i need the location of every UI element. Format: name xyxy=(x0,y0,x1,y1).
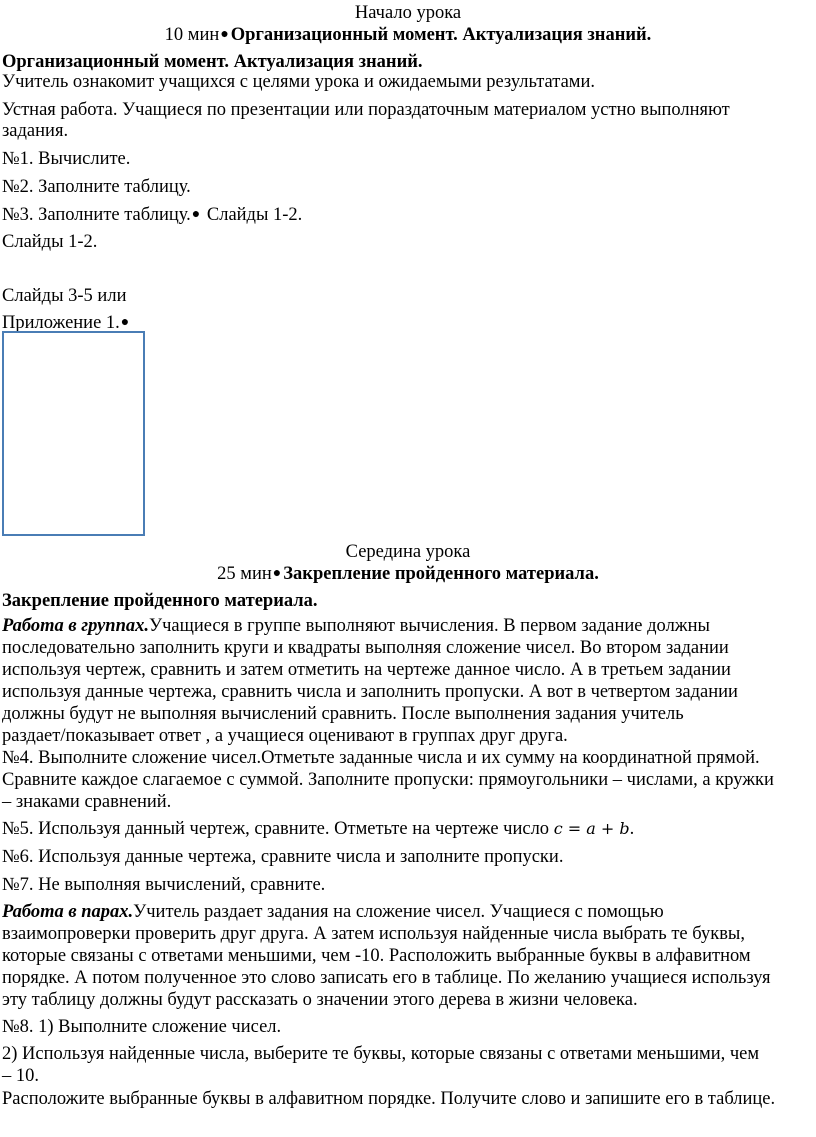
pair-work-line: порядке. А потом полученное это слово записать его в таблице. По желанию учащиеся используя xyxy=(2,968,771,988)
duration-middle: 25 мин xyxy=(217,564,272,584)
task-4-line: – знаками сравнений. xyxy=(2,792,172,812)
stage-line-start xyxy=(2,24,814,46)
stage-line-middle xyxy=(2,563,814,585)
stage-name-middle: Закрепление пройденного материала. xyxy=(283,564,599,584)
pair-work-line: эту таблицу должны будут рассказать о значении этого дерева в жизни человека. xyxy=(2,990,638,1010)
task-5-end: . xyxy=(629,819,635,839)
bullet-icon: ● xyxy=(272,566,282,581)
task-7: №7. Не выполняя вычислений, сравните. xyxy=(2,875,326,895)
pair-work-line: взаимопроверки проверить друг друга. А затем используя найденные числа выбрать те буквы, xyxy=(2,924,745,944)
task-1: №1. Вычислите. xyxy=(2,149,131,169)
duration-start: 10 мин xyxy=(164,25,220,45)
task-6: №6. Используя данные чертежа, сравните числа и заполните пропуски. xyxy=(2,847,564,867)
paragraph-goals: Учитель ознакомит учащихся с целями урока и ожидаемыми результатами. xyxy=(2,72,596,92)
group-work-line: должны будут не выполняя вычислений сравнить. После выполнения задания учитель xyxy=(2,704,684,724)
section-title-start: Начало урока xyxy=(354,3,462,23)
paragraph-oral-1: Устная работа. Учащиеся по презентации или пораздаточным материалом устно выполняют xyxy=(2,100,730,120)
bullet-icon: ● xyxy=(191,207,201,222)
task-4-line: №4. Выполните сложение чисел.Отметьте заданные числа и их сумму на координатной прямой. xyxy=(2,748,760,768)
task-3 xyxy=(2,204,302,226)
slides-3-5: Слайды 3-5 или xyxy=(2,286,127,306)
group-work-label: Работа в группах. xyxy=(2,616,149,636)
pair-work-line-1 xyxy=(2,901,664,923)
bullet-icon: ● xyxy=(220,27,229,42)
heading-middle: Закрепление пройденного материала. xyxy=(2,591,318,611)
group-work-line: последовательно заполнить круги и квадраты выполняя сложение чисел. Во втором задании xyxy=(2,638,729,658)
group-work-line-1 xyxy=(2,615,710,637)
group-work-line: используя данные чертежа, сравнить числа и заполнить пропуски. А вот в четвертом задании xyxy=(2,682,738,702)
image-placeholder-frame xyxy=(2,331,145,536)
task-8-2-line-2: – 10. xyxy=(2,1066,39,1086)
group-work-line: раздает/показывает ответ , а учащиеся оценивают в группах друг друга. xyxy=(2,726,568,746)
task-8-2-line-1: 2) Используя найденные числа, выберите те буквы, которые связаны с ответами меньшими, чем xyxy=(2,1044,760,1064)
task-2: №2. Заполните таблицу. xyxy=(2,177,191,197)
task-8-1: №8. 1) Выполните сложение чисел. xyxy=(2,1017,282,1037)
pair-work-label: Работа в парах. xyxy=(2,902,134,922)
task-5 xyxy=(2,818,634,840)
appendix-text: Приложение 1. xyxy=(2,313,120,333)
slides-1-2: Слайды 1-2. xyxy=(2,232,98,252)
task-4-line: Сравните каждое слагаемое с суммой. Заполните пропуски: прямоугольники – числами, а кружки xyxy=(2,770,774,790)
task-8-3: Расположите выбранные буквы в алфавитном порядке. Получите слово и запишите его в таблице. xyxy=(2,1089,776,1109)
task-5-formula: c = a + b xyxy=(553,819,630,838)
task-5-text: №5. Используя данный чертеж, сравните. Отметьте на чертеже число xyxy=(2,819,554,839)
section-title-middle: Середина урока xyxy=(345,542,471,562)
paragraph-oral-2: задания. xyxy=(2,121,69,141)
stage-name-start: Организационный момент. Актуализация знаний. xyxy=(230,25,652,45)
pair-work-line: которые связаны с ответами меньшими, чем -10. Расположить выбранные буквы в алфавитном xyxy=(2,946,751,966)
group-work-text: Учащиеся в группе выполняют вычисления. В первом задание должны xyxy=(149,616,710,636)
task-3-text: №3. Заполните таблицу. xyxy=(2,205,191,225)
heading-start: Организационный момент. Актуализация знаний. xyxy=(2,52,423,72)
group-work-line: используя чертеж, сравнить и затем отметить на чертеже данное число. А в третьем задании xyxy=(2,660,731,680)
task-3-slides: Слайды 1-2. xyxy=(202,205,303,225)
bullet-icon: ● xyxy=(120,315,130,330)
pair-work-text: Учитель раздает задания на сложение чисел. Учащиеся с помощью xyxy=(133,902,664,922)
